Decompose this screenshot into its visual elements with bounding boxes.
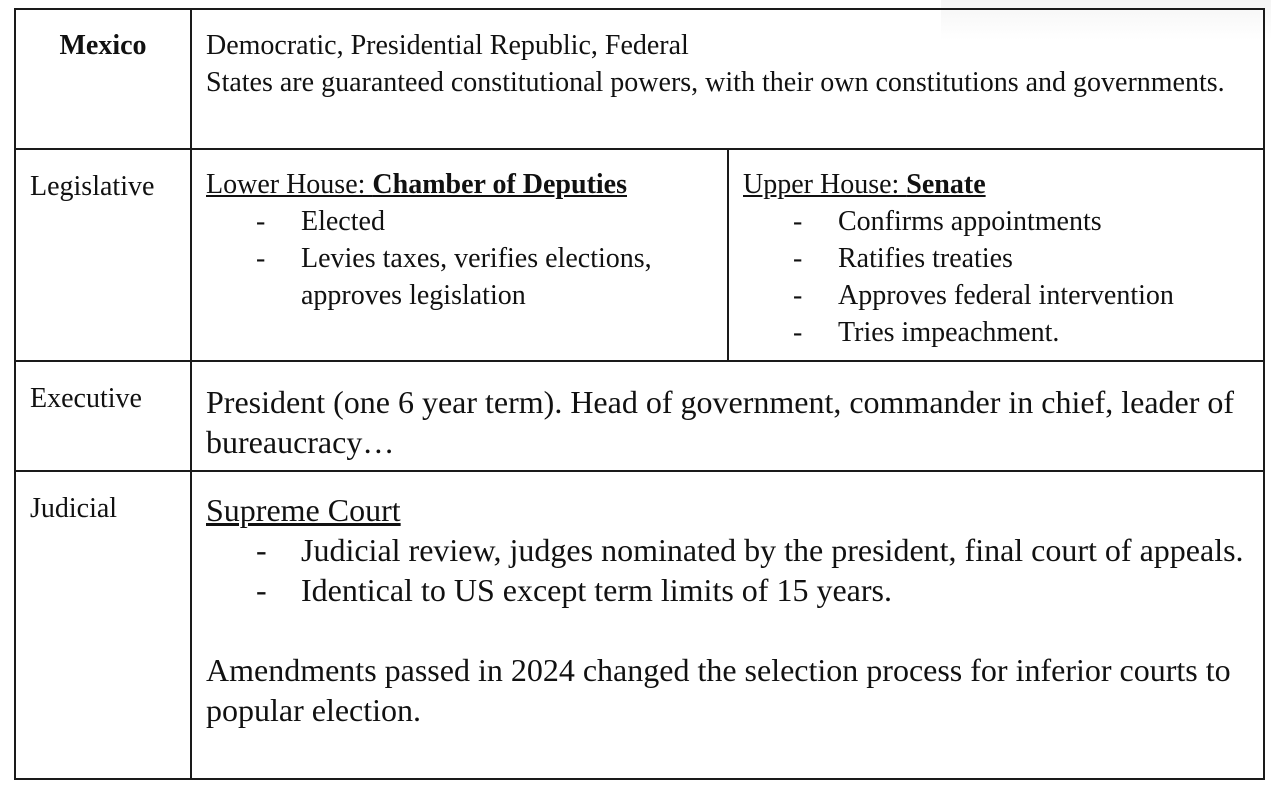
- upper-house-name: Senate: [906, 169, 986, 200]
- lower-house-list: [206, 203, 713, 314]
- legislative-label: Legislative: [30, 171, 155, 202]
- executive-row: [15, 361, 1264, 471]
- judicial-label-cell: [15, 471, 191, 779]
- government-table: [14, 8, 1265, 780]
- executive-description: President (one 6 year term). Head of government, commander in chief, leader of bureaucracy…: [206, 384, 1235, 460]
- dash-bullet: -: [256, 532, 267, 568]
- list-item: [743, 203, 1249, 240]
- lower-house-name: Chamber of Deputies: [372, 169, 627, 200]
- upper-house-prefix: Upper House:: [743, 169, 907, 200]
- executive-label: Executive: [30, 383, 142, 414]
- lower-house-cell: [191, 149, 728, 361]
- list-item-text: Judicial review, judges nominated by the president, final court of appeals.: [301, 532, 1244, 568]
- list-item-text: Confirms appointments: [838, 206, 1102, 237]
- executive-cell: [191, 361, 1264, 471]
- list-item-text: Tries impeachment.: [838, 317, 1060, 348]
- list-item: [206, 203, 713, 240]
- upper-house-title: [743, 167, 1249, 203]
- country-name: Mexico: [59, 30, 147, 61]
- list-item: [206, 240, 713, 314]
- lower-house-prefix: Lower House:: [206, 169, 373, 200]
- list-item: [743, 240, 1249, 277]
- legislative-row: [15, 149, 1264, 361]
- upper-house-cell: [728, 149, 1264, 361]
- list-item: [206, 570, 1249, 610]
- supreme-court-title: Supreme Court: [206, 492, 401, 528]
- list-item-text: Levies taxes, verifies elections, approves legislation: [301, 243, 652, 311]
- list-item-text: Identical to US except term limits of 15 years.: [301, 572, 892, 608]
- system-type: Democratic, Presidential Republic, Federal: [206, 30, 689, 61]
- dash-bullet: -: [256, 243, 266, 274]
- dash-bullet: -: [793, 243, 803, 274]
- supreme-court-list: [206, 530, 1249, 610]
- legislative-label-cell: [15, 149, 191, 361]
- executive-label-cell: [15, 361, 191, 471]
- judicial-row: [15, 471, 1264, 779]
- list-item: [743, 314, 1249, 351]
- list-item-text: Approves federal intervention: [838, 280, 1174, 311]
- system-description: States are guaranteed constitutional powers, with their own constitutions and governments.: [206, 67, 1225, 98]
- dash-bullet: -: [256, 572, 267, 608]
- upper-house-list: [743, 203, 1249, 351]
- lower-house-title: [206, 167, 713, 203]
- header-row: [15, 9, 1264, 149]
- list-item: [206, 530, 1249, 570]
- dash-bullet: -: [793, 206, 803, 237]
- dash-bullet: -: [793, 280, 803, 311]
- spacer: [206, 610, 1249, 650]
- dash-bullet: -: [256, 206, 266, 237]
- country-cell: [15, 9, 191, 149]
- list-item: [743, 277, 1249, 314]
- list-item-text: Elected: [301, 206, 385, 237]
- list-item-text: Ratifies treaties: [838, 243, 1013, 274]
- judicial-cell: [191, 471, 1264, 779]
- system-cell: [191, 9, 1264, 149]
- judicial-label: Judicial: [30, 493, 118, 524]
- amendment-note: Amendments passed in 2024 changed the selection process for inferior courts to popular election.: [206, 652, 1231, 728]
- dash-bullet: -: [793, 317, 803, 348]
